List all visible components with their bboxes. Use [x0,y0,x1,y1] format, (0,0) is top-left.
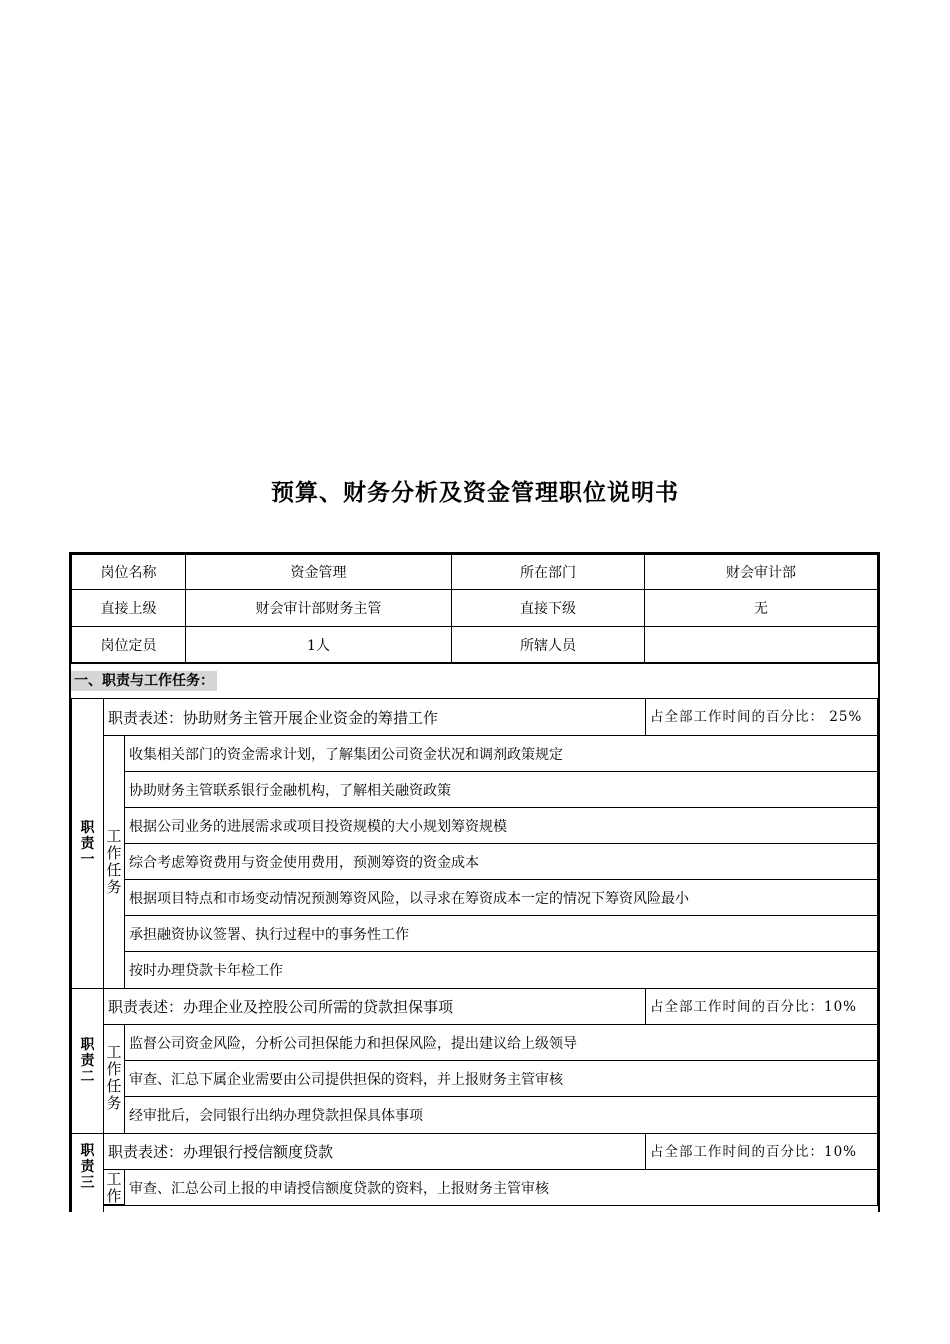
duty-2-pct: 占全部工作时间的百分比：10% [645,988,878,1025]
task-row: 根据公司业务的进展需求或项目投资规模的大小规划筹资规模 [124,807,878,844]
duty-1-label [71,698,104,989]
task-label-char: 务 [106,1094,122,1112]
task-row: 综合考虑筹资费用与资金使用费用，预测筹资的资金成本 [124,843,878,880]
duty-3-label [71,1133,104,1212]
headcount-label: 岗位定员 [71,626,186,663]
task-label-char: 工 [106,1170,122,1188]
subordinate-value: 无 [644,589,878,627]
duty-3-label-char: 职 [80,1143,95,1159]
duty-2-label-char: 职 [80,1037,95,1053]
task-label-char: 务 [106,878,122,896]
duty-1-desc: 职责表述：协助财务主管开展企业资金的筹措工作 [103,698,646,736]
duty-3-desc: 职责表述：办理银行授信额度贷款 [103,1133,646,1170]
task-label-char: 工 [106,827,122,845]
superior-label: 直接上级 [71,589,186,627]
duty-1-label-char: 职 [80,819,95,836]
task-label-char: 作 [106,844,122,862]
task-row: 审查、汇总公司上报的申请授信额度贷款的资料，上报财务主管审核 [124,1169,878,1206]
duty-3-label-char: 责 [80,1159,95,1175]
section-divider [71,662,878,664]
duty-1-pct: 占全部工作时间的百分比： 25% [645,698,878,736]
dept-value: 财会审计部 [644,554,878,590]
headcount-value: 1人 [185,626,452,663]
duty-2-label [71,988,104,1134]
task-row: 审查、汇总下属企业需要由公司提供担保的资料，并上报财务主管审核 [124,1060,878,1097]
duty-1-label-char: 一 [80,851,95,868]
duty-2-desc: 职责表述：办理企业及控股公司所需的贷款担保事项 [103,988,646,1025]
duty-1-task-label [103,735,125,989]
section-heading: 一、职责与工作任务： [71,671,217,691]
managed-value [644,626,878,663]
duty-2-label-char: 二 [80,1069,95,1085]
task-row: 经审批后，会同银行出纳办理贷款担保具体事项 [124,1096,878,1134]
task-row: 根据项目特点和市场变动情况预测筹资风险，以寻求在筹资成本一定的情况下筹资风险最小 [124,879,878,916]
subordinate-label: 直接下级 [451,589,645,627]
duty-2-task-label [103,1024,125,1134]
task-label-char: 作 [106,1187,122,1205]
task-row: 按时办理贷款卡年检工作 [124,951,878,989]
duty-3-pct: 占全部工作时间的百分比：10% [645,1133,878,1170]
task-label-char: 任 [106,861,122,879]
task-row: 承担融资协议签署、执行过程中的事务性工作 [124,915,878,952]
task-row: 收集相关部门的资金需求计划，了解集团公司资金状况和调剂政策规定 [124,735,878,772]
task-row: 监督公司资金风险，分析公司担保能力和担保风险，提出建议给上级领导 [124,1024,878,1061]
page-title: 预算、财务分析及资金管理职位说明书 [271,480,679,506]
task-label-char: 作 [106,1060,122,1078]
duty-3-label-char: 三 [80,1175,95,1191]
task-label-char: 任 [106,1077,122,1095]
task-row: 协助财务主管联系银行金融机构，了解相关融资政策 [124,771,878,808]
managed-label: 所辖人员 [451,626,645,663]
task-label-char: 工 [106,1043,122,1061]
post-name-label: 岗位名称 [71,554,186,590]
duty-3-task-label [103,1169,125,1206]
superior-value: 财会审计部财务主管 [185,589,452,627]
duty-1-label-char: 责 [80,835,95,852]
dept-label: 所在部门 [451,554,645,590]
duty-2-label-char: 责 [80,1053,95,1069]
post-name-value: 资金管理 [185,554,452,590]
